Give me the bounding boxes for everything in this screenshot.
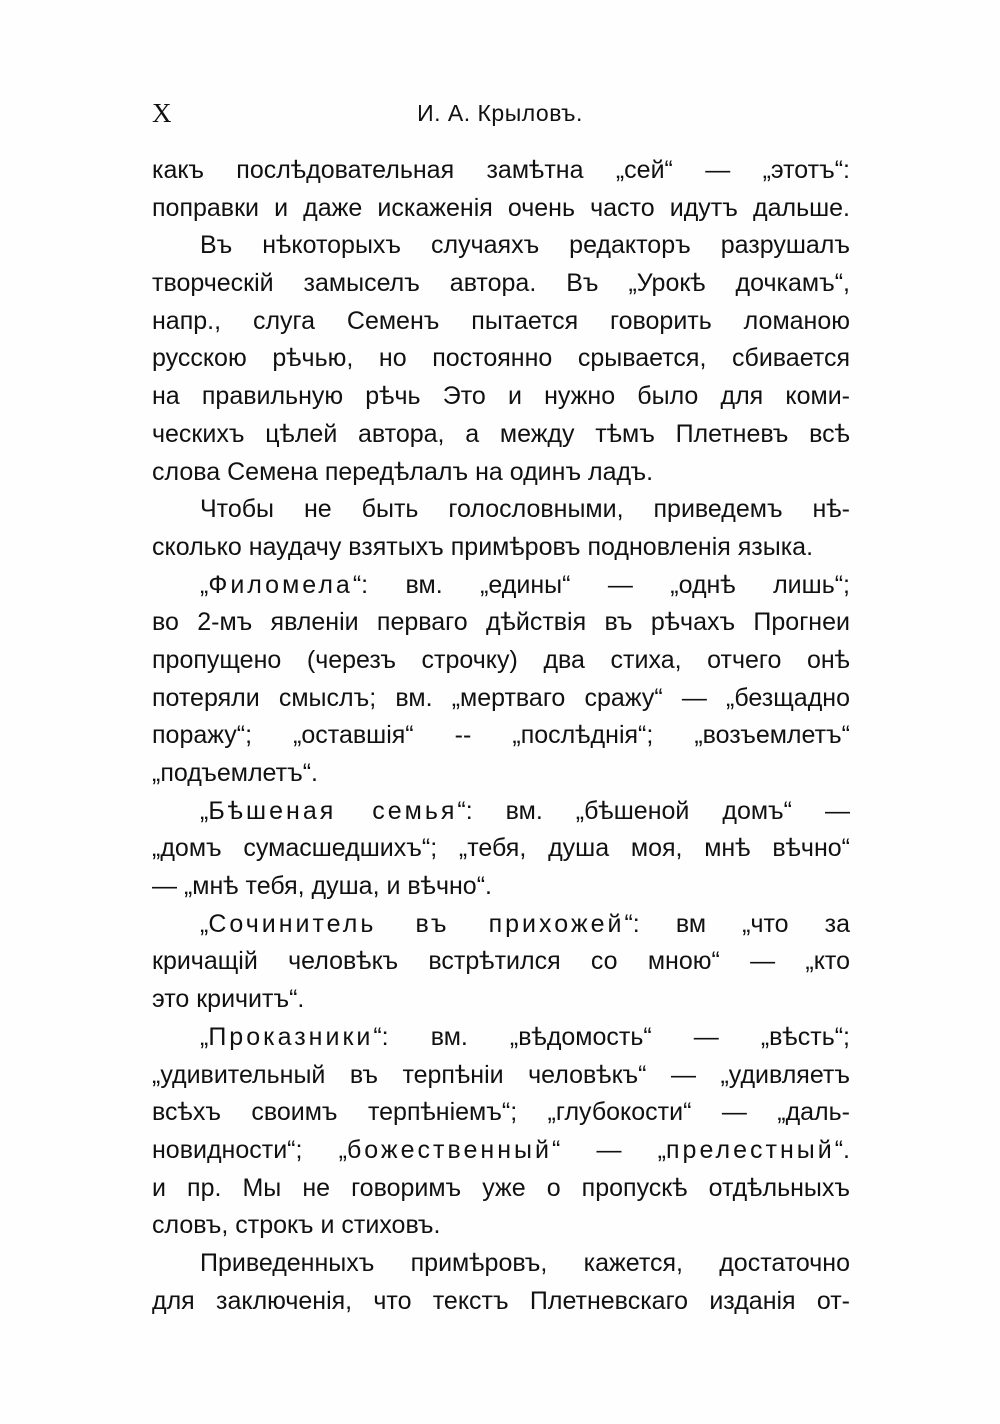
text-segment: — „мнѣ тебя, душа, и вѣчно“. xyxy=(152,872,492,901)
text-line xyxy=(152,190,850,228)
text-segment: на правильную рѣчь Это и нужно было для коми- xyxy=(152,382,850,411)
text-segment: слова Семена передѣлалъ на одинъ ладъ. xyxy=(152,457,654,486)
text-segment: потеряли смыслъ; вм. „мертваго сражу“ — „безщадно xyxy=(152,683,850,712)
text-line xyxy=(152,906,850,944)
text-line xyxy=(152,981,850,1019)
text-segment: сколько наудачу взятыхъ примѣровъ подновленія языка. xyxy=(152,532,814,561)
text-segment: „ xyxy=(200,570,209,599)
text-line xyxy=(152,567,850,605)
text-segment: „домъ сумасшедшихъ“; „тебя, душа моя, мнѣ вѣчно“ xyxy=(152,834,850,863)
text-line xyxy=(152,680,850,718)
text-line xyxy=(152,1094,850,1132)
text-line xyxy=(152,830,850,868)
spaced-title: Филомела xyxy=(208,570,353,599)
text-segment: „ xyxy=(200,1022,209,1051)
spaced-title: Бѣшеная семья xyxy=(208,796,458,825)
text-line xyxy=(152,378,850,416)
text-segment: это кричитъ“. xyxy=(152,985,305,1014)
text-segment: “: вм. „едины“ — „однѣ лишь“; xyxy=(352,570,850,599)
text-segment: „удивительный въ терпѣніи человѣкъ“ — „удивляетъ xyxy=(152,1060,850,1089)
text-line xyxy=(152,1057,850,1095)
text-segment: “: вм. „вѣдомость“ — „вѣсть“; xyxy=(373,1022,850,1051)
text-line xyxy=(152,265,850,303)
text-line xyxy=(152,755,850,793)
text-segment: для заключенія, что текстъ Плетневскаго изданія от- xyxy=(152,1286,850,1315)
text-line xyxy=(152,303,850,341)
text-segment: русскою рѣчью, но постоянно срывается, сбивается xyxy=(152,344,850,373)
text-segment: „подъемлетъ“. xyxy=(152,759,318,787)
text-segment: словъ, строкъ и стиховъ. xyxy=(152,1211,441,1240)
text-segment: и пр. Мы не говоримъ уже о пропускѣ отдѣльныхъ xyxy=(152,1173,850,1202)
running-title: И. А. Крыловъ. xyxy=(417,100,583,126)
page-body-text xyxy=(152,152,850,1320)
text-segment: “. xyxy=(834,1135,850,1164)
text-segment: творческій замыселъ автора. Въ „Урокѣ дочкамъ“, xyxy=(152,269,850,298)
text-line xyxy=(152,793,850,831)
text-segment: новидности“; „ xyxy=(152,1135,347,1164)
text-segment: “: вм. „бѣшеной домъ“ — xyxy=(457,796,850,825)
text-line xyxy=(152,491,850,529)
text-segment: какъ послѣдовательная замѣтна „сей“ — „этотъ“: xyxy=(152,156,850,184)
text-segment: Въ нѣкоторыхъ случаяхъ редакторъ разрушалъ xyxy=(200,231,850,260)
text-line xyxy=(152,1283,850,1321)
text-line xyxy=(152,416,850,454)
text-segment: „ xyxy=(200,796,209,825)
spaced-title: Проказники xyxy=(208,1022,374,1051)
text-line xyxy=(152,604,850,642)
spaced-title: прелестный xyxy=(666,1135,835,1164)
text-line xyxy=(152,717,850,755)
text-segment: Приведенныхъ примѣровъ, кажется, достаточно xyxy=(200,1248,850,1277)
spaced-title: Сочинитель въ прихожей xyxy=(208,909,625,938)
text-segment: “ — „ xyxy=(551,1135,667,1164)
text-line xyxy=(152,152,850,190)
text-segment: поражу“; „оставшія“ -- „послѣднія“; „возъемлетъ“ xyxy=(152,721,850,750)
text-segment: напр., слуга Семенъ пытается говорить ломаною xyxy=(152,306,850,335)
text-segment: во 2-мъ явленіи перваго дѣйствія въ рѣчахъ Прогнеи xyxy=(152,608,850,637)
text-line xyxy=(152,1170,850,1208)
text-line xyxy=(152,1019,850,1057)
text-segment: кричащій человѣкъ встрѣтился со мною“ — „кто xyxy=(152,947,850,976)
text-segment: Чтобы не быть голословными, приведемъ нѣ- xyxy=(200,495,850,524)
text-line xyxy=(152,340,850,378)
text-line xyxy=(152,642,850,680)
text-segment: пропущено (черезъ строчку) два стиха, отчего онѣ xyxy=(152,645,850,674)
text-line xyxy=(152,1132,850,1170)
text-line xyxy=(152,529,850,567)
text-segment: поправки и даже искаженія очень часто идутъ дальше. xyxy=(152,193,850,222)
text-segment: “: вм „что за xyxy=(624,909,850,938)
text-line xyxy=(152,1207,850,1245)
text-segment: всѣхъ своимъ терпѣніемъ“; „глубокости“ — „даль- xyxy=(152,1098,850,1127)
text-line xyxy=(152,1245,850,1283)
text-line xyxy=(152,454,850,492)
page-number: X xyxy=(152,98,172,128)
text-line xyxy=(152,943,850,981)
text-line xyxy=(152,868,850,906)
text-segment: „ xyxy=(200,909,209,938)
spaced-title: божественный xyxy=(346,1135,552,1164)
text-segment: ческихъ цѣлей автора, а между тѣмъ Плетневъ всѣ xyxy=(152,419,850,448)
text-line xyxy=(152,227,850,265)
